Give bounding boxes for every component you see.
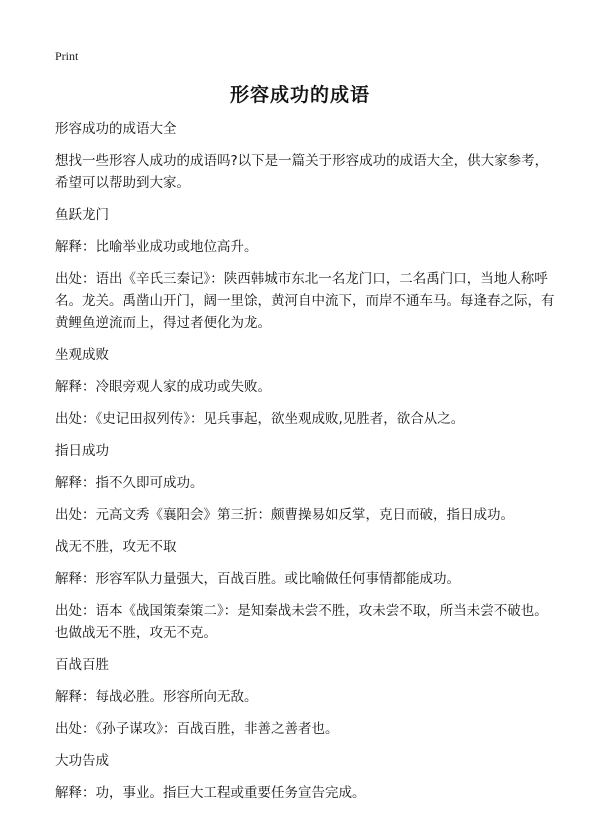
source-label: 出处： xyxy=(55,507,96,523)
idiom-source xyxy=(55,268,555,334)
source-text: 《史记田叔列传》：见兵事起，欲坐观成败,见胜者，欲合从之。 xyxy=(95,411,465,427)
meaning-text: 指不久即可成功。 xyxy=(95,475,204,491)
meaning-label: 解释： xyxy=(55,239,96,255)
source-text: 元高文秀《襄阳会》第三折：颇曹操易如反掌，克日而破，指日成功。 xyxy=(95,507,514,523)
idiom-source xyxy=(55,504,555,526)
idiom-name: 百战百胜 xyxy=(55,657,109,673)
idiom-entry xyxy=(55,440,555,526)
idiom-meaning xyxy=(55,472,555,494)
source-text: 语本《战国策秦策二》：是知秦战未尝不胜，攻未尝不取，所当未尝不破也。也做战无不胜，攻无不克。 xyxy=(55,603,548,641)
idiom-name: 坐观成败 xyxy=(55,347,109,363)
idiom-meaning xyxy=(55,568,555,590)
source-text: 《孙子谋攻》：百战百胜，非善之善者也。 xyxy=(95,721,339,737)
idiom-meaning xyxy=(55,236,555,258)
idiom-entry xyxy=(55,654,555,740)
source-label: 出处： xyxy=(55,721,96,737)
idiom-meaning xyxy=(55,686,555,708)
print-link[interactable]: Print xyxy=(55,49,79,63)
idiom-name: 鱼跃龙门 xyxy=(55,207,109,223)
idiom-source xyxy=(55,600,555,644)
idiom-name: 指日成功 xyxy=(55,443,109,459)
source-label: 出处： xyxy=(55,271,96,287)
source-label: 出处： xyxy=(55,411,96,427)
meaning-label: 解释： xyxy=(55,571,96,587)
idiom-meaning xyxy=(55,376,555,398)
idiom-meaning xyxy=(55,782,555,804)
entry-list xyxy=(55,204,555,804)
page-title: 形容成功的成语 xyxy=(229,84,370,106)
meaning-text: 功，事业。指巨大工程或重要任务宣告完成。 xyxy=(95,785,366,801)
meaning-label: 解释： xyxy=(55,379,96,395)
intro-paragraph: 想找一些形容人成功的成语吗?以下是一篇关于形容成功的成语大全，供大家参考，希望可以帮助到大家。 xyxy=(55,153,549,191)
idiom-source xyxy=(55,718,555,740)
source-text: 语出《辛氏三秦记》：陕西韩城市东北一名龙门口，二名禹门口，当地人称呼名。龙关。禹凿山开门，阔一里馀，黄河自中流下，而岸不通车马。每逢春之际，有黄鲤鱼逆流而上，得过者便化为龙。 xyxy=(55,271,555,331)
meaning-text: 冷眼旁观人家的成功或失败。 xyxy=(95,379,271,395)
source-label: 出处： xyxy=(55,603,96,619)
idiom-entry xyxy=(55,536,555,644)
article-subtitle: 形容成功的成语大全 xyxy=(55,121,177,137)
meaning-text: 形容军队力量强大，百战百胜。或比喻做任何事情都能成功。 xyxy=(95,571,460,587)
idiom-source xyxy=(55,408,555,430)
idiom-name: 大功告成 xyxy=(55,753,109,769)
idiom-entry xyxy=(55,750,555,804)
idiom-entry xyxy=(55,344,555,430)
meaning-text: 每战必胜。形容所向无敌。 xyxy=(95,689,258,705)
meaning-label: 解释： xyxy=(55,475,96,491)
meaning-label: 解释： xyxy=(55,689,96,705)
article-body xyxy=(55,118,555,814)
idiom-name: 战无不胜，攻无不取 xyxy=(55,539,177,555)
idiom-entry xyxy=(55,204,555,334)
meaning-text: 比喻举业成功或地位高升。 xyxy=(95,239,258,255)
meaning-label: 解释： xyxy=(55,785,96,801)
